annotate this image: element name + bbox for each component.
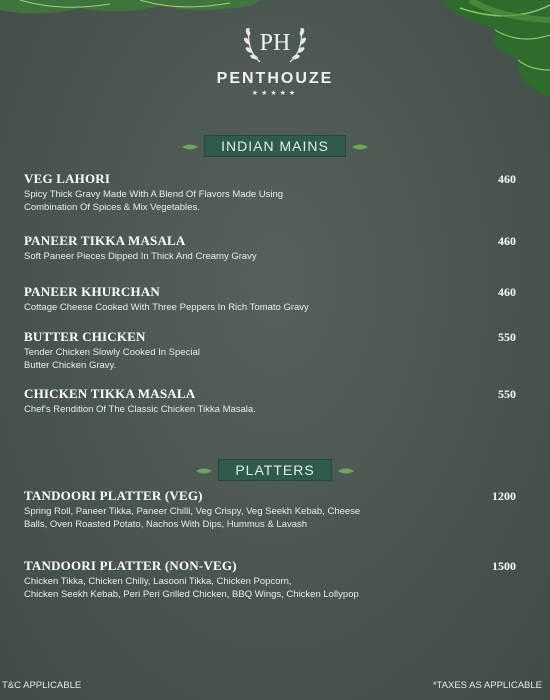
section-title: PLATTERS [218,459,331,481]
menu-item-paneer-tikka-masala [24,233,520,263]
item-name: TANDOORI PLATTER (VEG) [24,488,203,503]
item-description-line: Butter Chicken Gravy. [24,360,117,371]
item-price: 460 [498,285,516,299]
monogram-text: PH [259,30,291,56]
item-description-line: Chicken Tikka, Chicken Chilly, Lasooni Tikka, Chicken Popcorn, [24,576,292,587]
item-description-line: Combination Of Spices & Mix Vegetables. [24,202,200,213]
brand-name: PENTHOUZE [216,70,334,87]
item-price: 460 [498,172,516,186]
item-description-line: Spicy Thick Gravy Made With A Blend Of Flavors Made Using [24,189,284,200]
section-header-platters [0,459,550,481]
item-description [24,403,520,416]
menu-item-veg-lahori [24,171,520,214]
item-description-line: Spring Roll, Paneer Tikka, Paneer Chilli, Veg Crispy, Veg Seekh Kebab, Cheese [24,506,361,517]
section-header-indian-mains [0,135,550,157]
item-description-line: Cottage Cheese Cooked With Three Peppers In Rich Tomato Gravy [24,302,309,313]
item-price: 1200 [492,489,516,503]
item-name: PANEER TIKKA MASALA [24,233,186,248]
item-name: PANEER KHURCHAN [24,284,161,299]
menu-item-paneer-khurchan [24,284,520,314]
menu-item-butter-chicken [24,329,520,372]
section-title: INDIAN MAINS [204,135,346,157]
item-price: 1500 [492,559,516,573]
footer-terms: T&C APPLICABLE [2,680,82,691]
item-description [24,301,520,314]
item-name: TANDOORI PLATTER (NON-VEG) [24,558,237,573]
item-description [24,505,520,531]
menu-item-tandoori-platter-non-veg [24,558,520,601]
item-description-line: Balls, Oven Roasted Potato, Nachos With Dips, Hummus & Lavash [24,519,308,530]
item-description [24,575,520,601]
sprig-right-icon [352,142,368,152]
laurel-wreath-icon [240,14,310,66]
sprig-left-icon [182,142,198,152]
item-description-line: Soft Paneer Pieces Dipped In Thick And Creamy Gravy [24,251,257,262]
menu-item-tandoori-platter-veg [24,488,520,531]
item-description-line: Chef's Rendition Of The Classic Chicken Tikka Masala. [24,404,256,415]
item-price: 460 [498,234,516,248]
item-description [24,188,520,214]
item-description-line: Chicken Seekh Kebab, Peri Peri Grilled Chicken, BBQ Wings, Chicken Lollypop [24,589,359,600]
item-price: 550 [498,330,516,344]
item-description [24,346,520,372]
sprig-right-icon [338,466,354,476]
footer-taxes: *TAXES AS APPLICABLE [432,680,542,691]
item-name: BUTTER CHICKEN [24,329,146,344]
item-price: 550 [498,387,516,401]
sprig-left-icon [196,466,212,476]
item-description-line: Tender Chicken Slowly Cooked In Special [24,347,200,358]
item-name: CHICKEN TIKKA MASALA [24,386,196,401]
menu-item-chicken-tikka-masala [24,386,520,416]
brand-stars: ★★★★★ [251,90,299,97]
item-name: VEG LAHORI [24,171,111,186]
brand-logo [0,14,550,97]
item-description [24,250,520,263]
